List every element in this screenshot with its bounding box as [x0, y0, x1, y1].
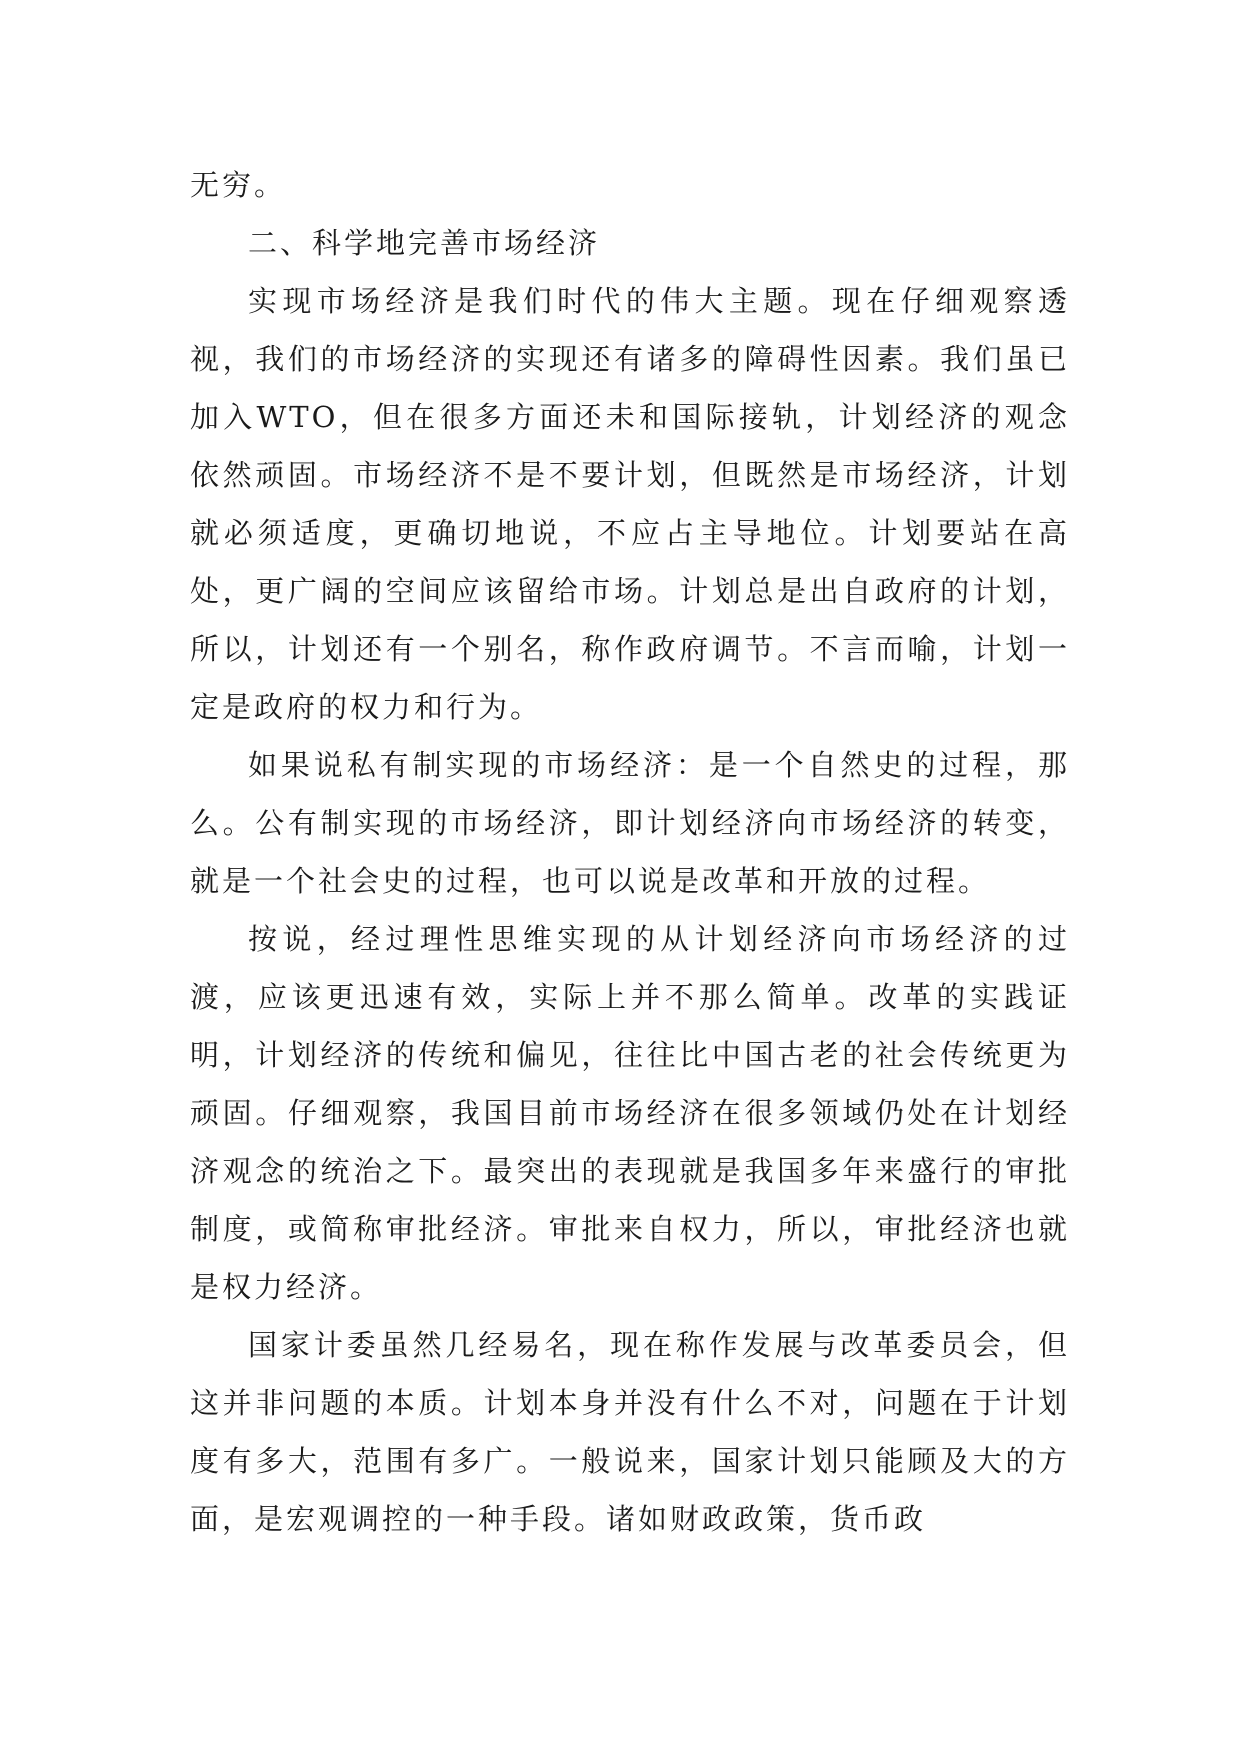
section-heading: 二、科学地完善市场经济	[248, 226, 601, 260]
paragraph: 如果说私有制实现的市场经济：是一个自然史的过程，那么。公有制实现的市场经济，即计划经济向市场经济的转变，就是一个社会史的过程，也可以说是改革和开放的过程。	[190, 748, 1070, 898]
paragraph: 国家计委虽然几经易名，现在称作发展与改革委员会，但这并非问题的本质。计划本身并没有什么不对，问题在于计划度有多大，范围有多广。一般说来，国家计划只能顾及大的方面，是宏观调控的一种手段。诸如财政政策，货币政	[190, 1328, 1070, 1536]
paragraph-continuation: 无穷。	[190, 168, 287, 202]
paragraph: 按说，经过理性思维实现的从计划经济向市场经济的过渡，应该更迅速有效，实际上并不那么简单。改革的实践证明，计划经济的传统和偏见，往往比中国古老的社会传统更为顽固。仔细观察，我国目前市场经济在很多领域仍处在计划经济观念的统治之下。最突出的表现就是我国多年来盛行的审批制度，或简称审批经济。审批来自权力，所以，审批经济也就是权力经济。	[190, 922, 1070, 1304]
document-body	[190, 156, 1070, 1548]
paragraph: 实现市场经济是我们时代的伟大主题。现在仔细观察透视，我们的市场经济的实现还有诸多的障碍性因素。我们虽已加入WTO，但在很多方面还未和国际接轨，计划经济的观念依然顽固。市场经济不是不要计划，但既然是市场经济，计划就必须适度，更确切地说，不应占主导地位。计划要站在高处，更广阔的空间应该留给市场。计划总是出自政府的计划，所以，计划还有一个别名，称作政府调节。不言而喻，计划一定是政府的权力和行为。	[190, 284, 1070, 724]
